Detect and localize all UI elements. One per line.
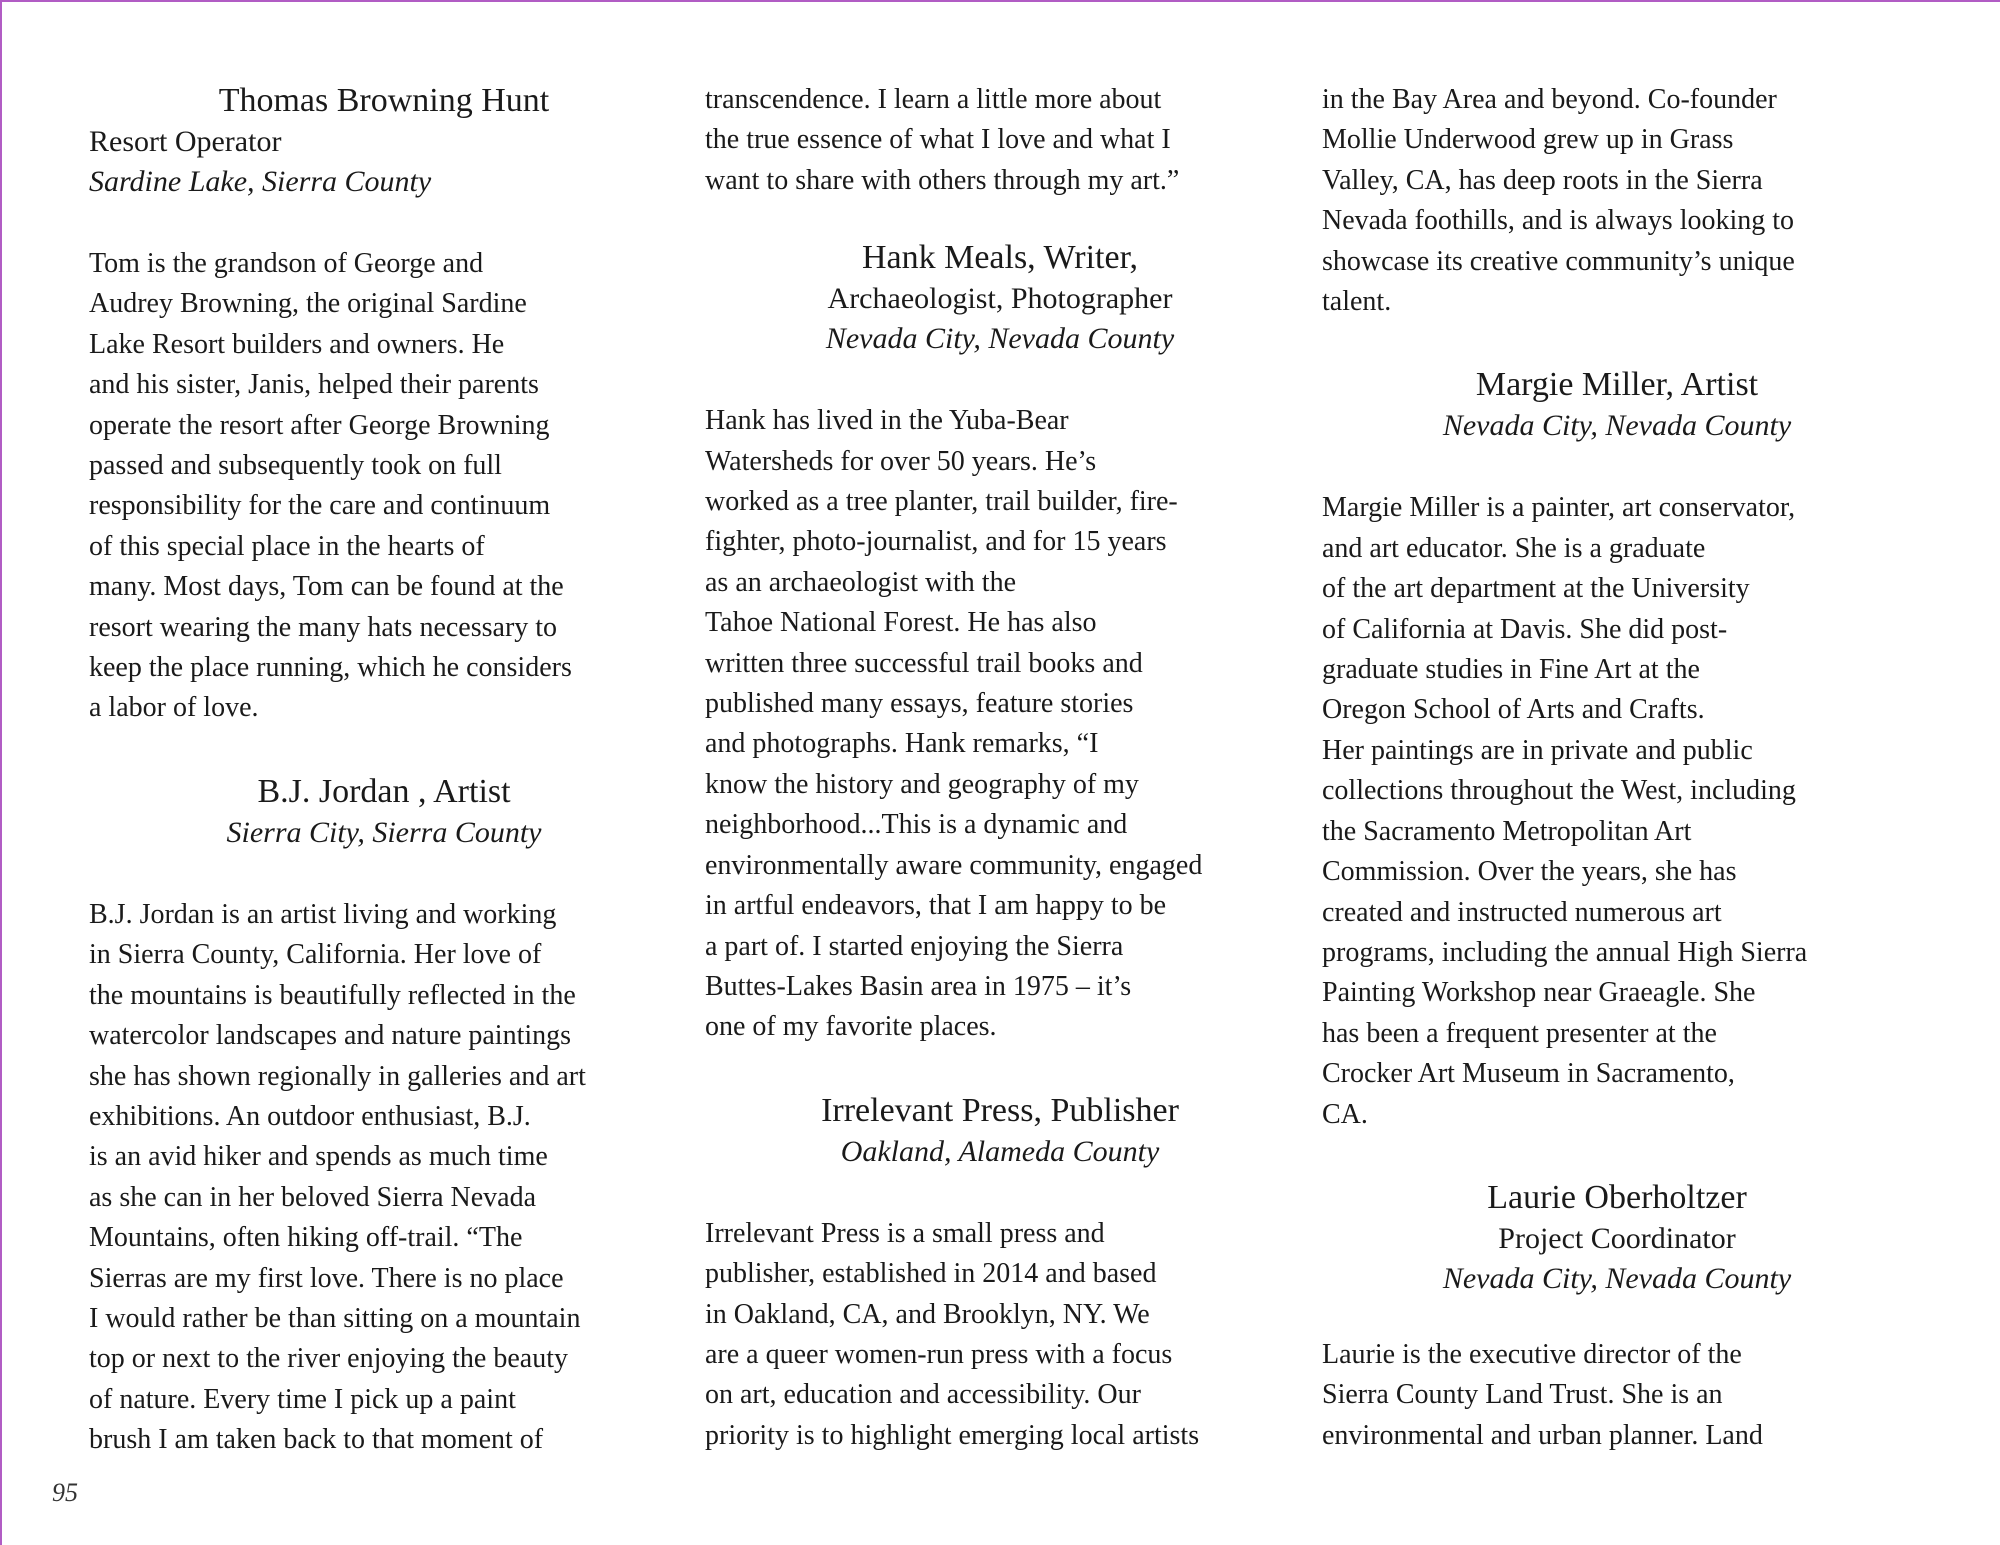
profile-name: Hank Meals, Writer, <box>861 239 1139 277</box>
body-line: the Sacramento Metropolitan Art <box>1322 815 1692 847</box>
body-line: graduate studies in Fine Art at the <box>1322 654 1700 686</box>
body-line: know the history and geography of my <box>705 768 1139 800</box>
body-line: in the Bay Area and beyond. Co-founder <box>1322 84 1777 115</box>
profile-location: Oakland, Alameda County <box>840 1134 1160 1168</box>
body-line: talent. <box>1322 286 1392 318</box>
body-line: Buttes-Lakes Basin area in 1975 – it’s <box>705 970 1132 1002</box>
profile-header-margie-miller <box>1322 364 1912 446</box>
profile-header-irrelevant-press <box>705 1090 1295 1172</box>
body-line: Valley, CA, has deep roots in the Sierra <box>1322 164 1763 196</box>
body-line: Watersheds for over 50 years. He’s <box>705 445 1097 477</box>
body-line: a labor of love. <box>89 692 259 724</box>
body-line: Sierras are my first love. There is no place <box>89 1262 564 1294</box>
body-line: written three successful trail books and <box>705 647 1143 679</box>
body-line: and photographs. Hank remarks, “I <box>705 728 1099 760</box>
body-line: Mountains, often hiking off-trail. “The <box>89 1222 523 1254</box>
body-line: Laurie is the executive director of the <box>1322 1338 1742 1370</box>
body-line: in Sierra County, California. Her love of <box>89 939 542 971</box>
body-line: and art educator. She is a graduate <box>1322 532 1706 564</box>
body-line: transcendence. I learn a little more about <box>705 84 1162 115</box>
body-line: Lake Resort builders and owners. He <box>89 328 505 360</box>
body-line: Commission. Over the years, she has <box>1322 856 1737 888</box>
profile-location: Nevada City, Nevada County <box>825 322 1175 356</box>
body-line: Nevada foothills, and is always looking to <box>1322 205 1795 237</box>
body-line: Audrey Browning, the original Sardine <box>89 288 527 320</box>
profile-location: Nevada City, Nevada County <box>1442 1261 1792 1295</box>
body-line: created and instructed numerous art <box>1322 896 1722 928</box>
body-line: resort wearing the many hats necessary to <box>89 611 558 643</box>
profile-location: Nevada City, Nevada County <box>1442 409 1792 443</box>
profile-name: Margie Miller, Artist <box>1475 366 1759 404</box>
body-line: of the art department at the University <box>1322 573 1750 605</box>
body-line: fighter, photo-journalist, and for 15 years <box>705 526 1167 558</box>
column-1 <box>89 80 679 1461</box>
body-line: keep the place running, which he considers <box>89 652 572 684</box>
body-line: showcase its creative community’s unique <box>1322 245 1795 277</box>
body-line: B.J. Jordan is an artist living and working <box>89 898 557 930</box>
body-line: neighborhood...This is a dynamic and <box>705 809 1128 841</box>
profile-name: Irrelevant Press, Publisher <box>821 1091 1179 1129</box>
body-line: Painting Workshop near Graeagle. She <box>1322 977 1756 1009</box>
body-line: on art, education and accessibility. Our <box>705 1379 1141 1411</box>
body-line: Her paintings are in private and public <box>1322 734 1753 766</box>
body-line: environmental and urban planner. Land <box>1322 1419 1763 1451</box>
profile-body-bj-jordan <box>89 895 679 1461</box>
body-line: and his sister, Janis, helped their parents <box>89 369 539 401</box>
profile-header-bj-jordan <box>89 771 679 853</box>
profile-body-thomas-browning-hunt <box>89 244 679 729</box>
body-line: collections throughout the West, including <box>1322 775 1796 807</box>
body-line: priority is to highlight emerging local artists <box>705 1419 1200 1451</box>
profile-header-hank-meals <box>705 237 1295 359</box>
body-line: Irrelevant Press is a small press and <box>705 1217 1105 1249</box>
body-line: exhibitions. An outdoor enthusiast, B.J. <box>89 1100 531 1132</box>
body-line: Margie Miller is a painter, art conservator, <box>1322 492 1796 524</box>
body-line: are a queer women-run press with a focus <box>705 1338 1173 1370</box>
profile-name: B.J. Jordan , Artist <box>257 772 511 810</box>
body-line: the mountains is beautifully reflected in the <box>89 979 576 1011</box>
body-line: Tahoe National Forest. He has also <box>705 607 1097 639</box>
body-line: of this special place in the hearts of <box>89 530 485 562</box>
body-line: as she can in her beloved Sierra Nevada <box>89 1181 537 1213</box>
profile-body-hank-meals <box>705 401 1295 1048</box>
body-line: Crocker Art Museum in Sacramento, <box>1322 1058 1735 1090</box>
body-line: in Oakland, CA, and Brooklyn, NY. We <box>705 1298 1150 1330</box>
body-line: I would rather be than sitting on a mountain <box>89 1302 581 1334</box>
body-line: of nature. Every time I pick up a paint <box>89 1383 516 1415</box>
body-line: of California at Davis. She did post- <box>1322 613 1728 645</box>
profile-name: Thomas Browning Hunt <box>218 82 550 119</box>
profile-body-margie-miller <box>1322 488 1912 1135</box>
profile-header-thomas-browning-hunt <box>89 80 679 202</box>
profile-body-irrelevant-press <box>705 1214 1295 1456</box>
body-line: watercolor landscapes and nature paintings <box>89 1020 572 1052</box>
body-line: brush I am taken back to that moment of <box>89 1424 544 1456</box>
body-line: want to share with others through my art.” <box>705 164 1180 196</box>
page-number: 95 <box>52 1478 78 1507</box>
column-3 <box>1322 80 1912 1456</box>
body-line: as an archaeologist with the <box>705 566 1017 598</box>
body-line: top or next to the river enjoying the beauty <box>89 1343 568 1375</box>
profile-location: Sardine Lake, Sierra County <box>89 165 432 198</box>
body-line: she has shown regionally in galleries and art <box>89 1060 586 1092</box>
body-line: environmentally aware community, engaged <box>705 849 1203 881</box>
body-line: publisher, established in 2014 and based <box>705 1258 1157 1290</box>
profile-body-laurie-oberholtzer <box>1322 1335 1912 1456</box>
body-line: Sierra County Land Trust. She is an <box>1322 1379 1723 1411</box>
body-line: a part of. I started enjoying the Sierra <box>705 930 1124 962</box>
body-line: in artful endeavors, that I am happy to be <box>705 890 1167 922</box>
body-line: operate the resort after George Browning <box>89 409 550 441</box>
body-line: one of my favorite places. <box>705 1011 997 1043</box>
profile-location: Sierra City, Sierra County <box>226 815 542 849</box>
profile-role: Project Coordinator <box>1498 1221 1736 1255</box>
column-2 <box>705 80 1295 1456</box>
profile-body-bj-jordan-continued <box>705 80 1295 201</box>
profile-body-irrelevant-press-continued <box>1322 80 1912 322</box>
body-line: responsibility for the care and continuum <box>89 490 551 522</box>
body-line: Hank has lived in the Yuba-Bear <box>705 405 1069 437</box>
profile-header-laurie-oberholtzer <box>1322 1177 1912 1299</box>
body-line: is an avid hiker and spends as much time <box>89 1141 548 1173</box>
body-line: many. Most days, Tom can be found at the <box>89 571 564 603</box>
body-line: Mollie Underwood grew up in Grass <box>1322 124 1734 156</box>
body-line: CA. <box>1322 1098 1368 1130</box>
profile-role: Resort Operator <box>89 125 282 158</box>
body-line: Oregon School of Arts and Crafts. <box>1322 694 1705 726</box>
body-line: passed and subsequently took on full <box>89 450 502 482</box>
body-line: Tom is the grandson of George and <box>89 248 484 279</box>
profile-role: Archaeologist, Photographer <box>827 282 1173 316</box>
body-line: worked as a tree planter, trail builder, fire- <box>705 486 1178 518</box>
body-line: published many essays, feature stories <box>705 688 1134 720</box>
profile-name: Laurie Oberholtzer <box>1487 1178 1747 1216</box>
body-line: programs, including the annual High Sierra <box>1322 936 1808 968</box>
body-line: has been a frequent presenter at the <box>1322 1017 1717 1049</box>
body-line: the true essence of what I love and what I <box>705 124 1171 156</box>
